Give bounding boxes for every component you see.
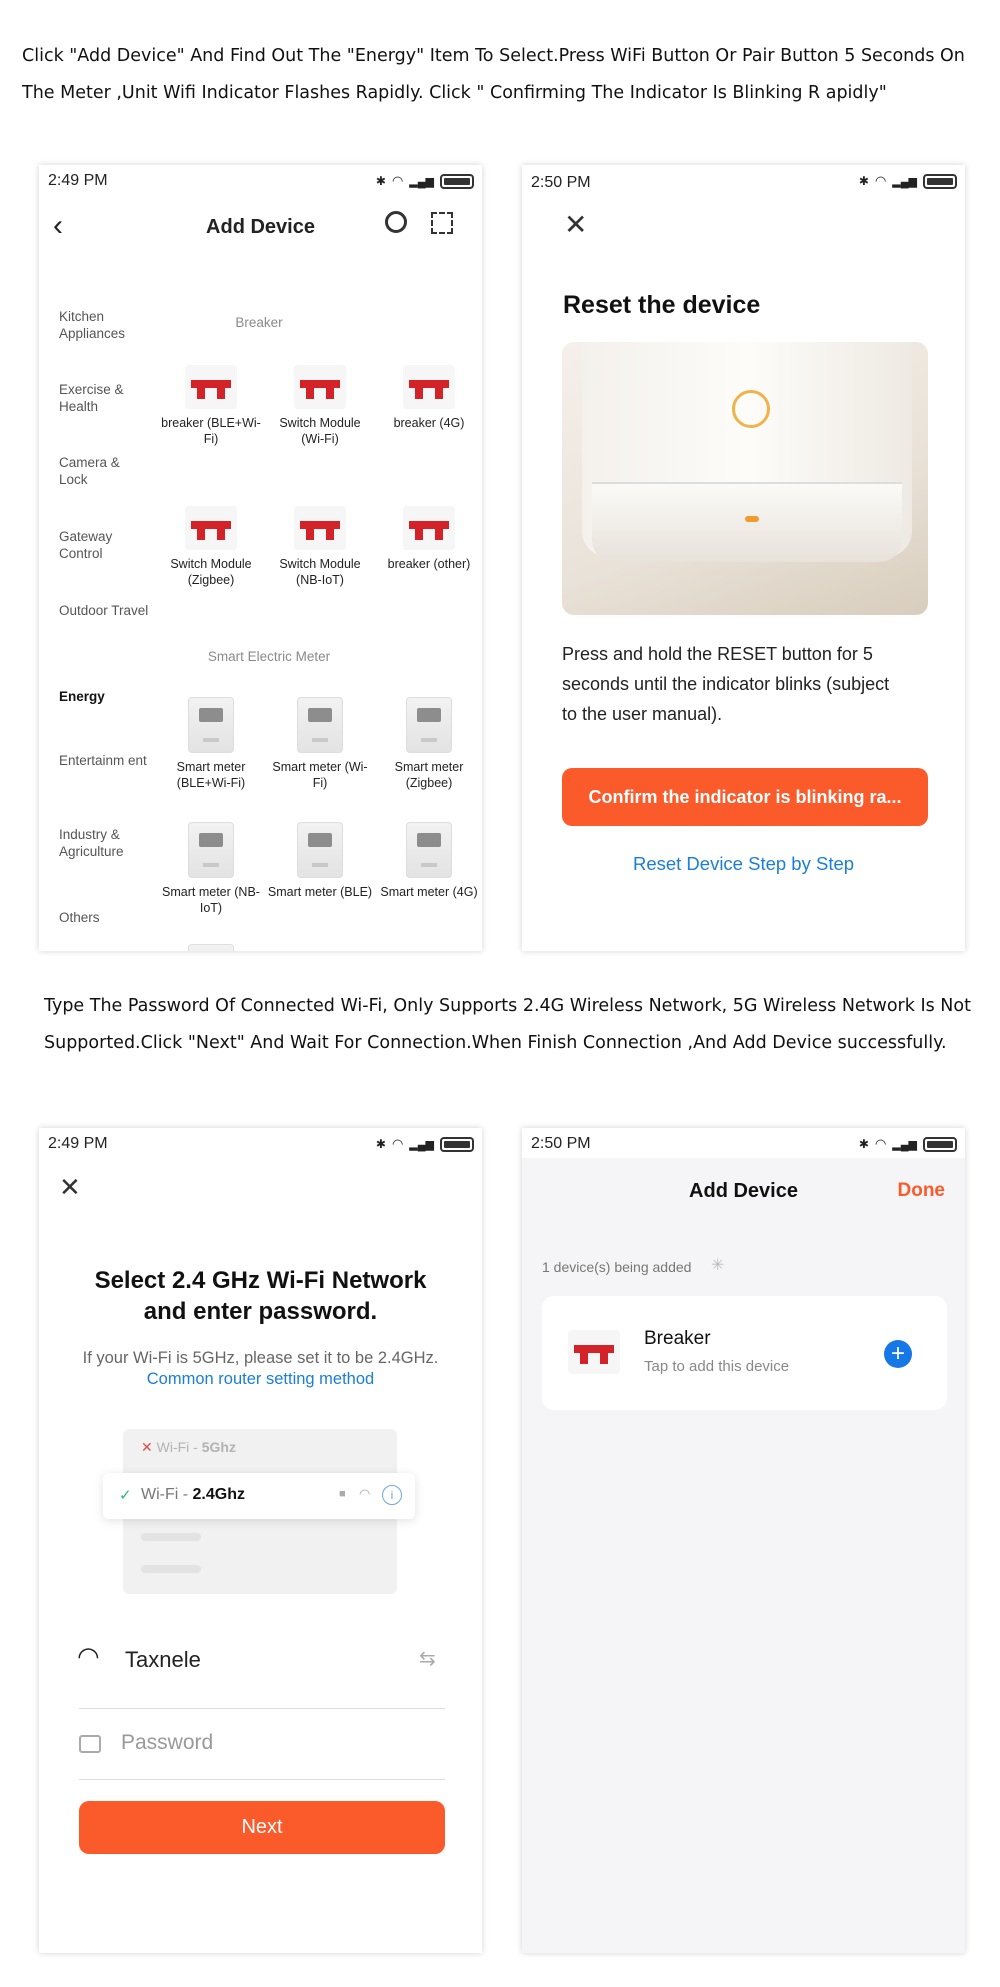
status-icons [859,1136,957,1152]
category-kitchen[interactable]: Kitchen Appliances [59,309,126,341]
signal-icon: ▂▄▆ [892,175,917,188]
bluetooth-icon: ✱ [375,1137,386,1151]
status-bar [39,1128,482,1158]
device-meter-nbiot[interactable]: Smart meter (NB-IoT) [158,822,264,916]
breaker-icon [294,506,346,550]
breaker-icon [403,506,455,550]
meter-icon [188,822,234,878]
password-input[interactable]: Password [121,1731,214,1754]
meter-icon-partial [188,944,234,951]
signal-icon: ▂▄▆ [409,1138,434,1151]
wifi-24ghz-row: ✓ Wi-Fi - 2.4Ghz ■ ◠ i [103,1473,415,1519]
device-meter-4g[interactable]: Smart meter (4G) [376,822,482,900]
divider [79,1708,445,1709]
category-exercise[interactable]: Exercise & Health [59,382,124,414]
screen-add-device-categories [39,165,482,951]
confirm-blinking-button[interactable]: Confirm the indicator is blinking ra... [562,768,928,826]
signal-icon: ▂▄▆ [892,1138,917,1151]
wifi-icon: ◠ [391,1136,404,1151]
close-icon[interactable]: ✕ [59,1172,81,1202]
lock-icon [79,1735,101,1753]
placeholder-row [141,1533,201,1541]
indicator-light [745,516,759,522]
x-icon: ✕ [141,1439,153,1455]
category-industry[interactable]: Industry & Agriculture [59,827,124,859]
page-title: Reset the device [563,291,761,319]
lock-icon: ■ [339,1488,346,1500]
wifi-icon: ◠ [874,173,887,188]
info-icon: i [382,1485,402,1505]
category-outdoor[interactable]: Outdoor Travel [59,603,149,618]
bluetooth-icon: ✱ [375,174,386,188]
battery-icon [440,1137,474,1152]
battery-icon [923,1137,957,1152]
section-smart-meter: Smart Electric Meter [207,649,331,664]
breaker-icon [403,365,455,409]
battery-icon [440,174,474,189]
device-name: Breaker [644,1328,711,1349]
instruction-middle: Type The Password Of Connected Wi-Fi, Only Supports 2.4G Wireless Network, 5G Wireless Network Is Not Supported.Click "Next" And Wait For Connection.When Finish Connection ,And Add Device successfully. [44,996,971,1053]
back-icon[interactable]: ‹ [53,209,63,242]
status-bar [39,165,482,195]
device-photo [562,342,928,615]
next-button[interactable]: Next [79,1801,445,1854]
status-time: 2:50 PM [531,174,591,191]
wifi-icon: ◠ [359,1486,371,1501]
device-subtitle: Tap to add this device [644,1358,790,1375]
placeholder-row [141,1565,201,1573]
device-meter-ble[interactable]: Smart meter (BLE) [267,822,373,900]
status-icons [376,1136,474,1152]
add-plus-icon[interactable]: + [884,1340,912,1368]
bluetooth-icon: ✱ [858,174,869,188]
device-switch-module-wifi[interactable]: Switch Module (Wi-Fi) [267,365,373,447]
switch-network-icon[interactable]: ⇆ [419,1648,436,1670]
screen-device-added [522,1128,965,1953]
device-base [592,482,902,562]
meter-icon [406,697,452,753]
screen-reset-device [522,165,965,951]
device-meter-ble-wifi[interactable]: Smart meter (BLE+Wi-Fi) [158,697,264,791]
wifi-icon: ◠ [77,1641,100,1671]
loading-spinner-icon: ✳ [711,1257,725,1274]
breaker-icon [185,506,237,550]
page-title: Select 2.4 GHz Wi-Fi Network and enter password. [94,1267,427,1325]
breaker-icon [185,365,237,409]
screen-wifi-setup [39,1128,482,1953]
device-meter-wifi[interactable]: Smart meter (Wi-Fi) [267,697,373,791]
meter-icon [297,697,343,753]
wifi-icon: ◠ [391,173,404,188]
wifi-icon: ◠ [874,1136,887,1151]
meter-icon [188,697,234,753]
category-others[interactable]: Others [59,910,100,925]
router-setting-link[interactable]: Common router setting method [146,1370,375,1388]
device-breaker-ble-wifi[interactable]: breaker (BLE+Wi-Fi) [158,365,264,447]
device-breaker-other[interactable]: breaker (other) [376,506,482,572]
done-button[interactable]: Done [897,1180,945,1201]
category-gateway[interactable]: Gateway Control [59,529,113,561]
device-meter-zigbee[interactable]: Smart meter (Zigbee) [376,697,482,791]
scan-nearby-icon[interactable] [385,211,407,233]
check-icon: ✓ [119,1487,132,1504]
meter-icon [297,822,343,878]
adding-status: 1 device(s) being added [542,1259,692,1275]
breaker-icon [294,365,346,409]
reset-step-link[interactable]: Reset Device Step by Step [632,853,855,874]
device-switch-module-nbiot[interactable]: Switch Module (NB-IoT) [267,506,373,588]
instruction-top: Click "Add Device" And Find Out The "Energy" Item To Select.Press WiFi Button Or Pair Button 5 Seconds On The Meter ,Unit Wifi Indicator Flashes Rapidly. Click " Confirming The Indicator Is Blinking R apidly" [22,46,965,103]
wifi-ssid-field[interactable]: Taxnele [125,1647,201,1672]
wifi-5ghz-row: ✕ Wi-Fi - 5Ghz [141,1439,236,1455]
status-time: 2:50 PM [531,1135,591,1152]
status-time: 2:49 PM [48,172,108,189]
device-breaker-4g[interactable]: breaker (4G) [376,365,482,431]
screen-title: Add Device [206,216,315,238]
category-camera[interactable]: Camera & Lock [59,455,120,487]
meter-icon [406,822,452,878]
scan-qr-icon[interactable] [431,212,453,234]
reset-instructions: Press and hold the RESET button for 5 seconds until the indicator blinks (subject to the user manual). [562,644,890,724]
status-time: 2:49 PM [48,1135,108,1152]
screen-title: Add Device [689,1180,798,1202]
status-bar [522,165,965,195]
battery-icon [923,174,957,189]
divider [79,1779,445,1780]
category-entertainment[interactable]: Entertainm ent [59,753,147,768]
device-switch-module-zigbee[interactable]: Switch Module (Zigbee) [158,506,264,588]
close-icon[interactable]: ✕ [564,209,588,240]
category-energy[interactable]: Energy [59,689,105,704]
section-breaker: Breaker [235,315,283,330]
hint-text: If your Wi-Fi is 5GHz, please set it to be 2.4GHz. [82,1349,439,1367]
bluetooth-icon: ✱ [858,1137,869,1151]
status-icons [859,173,957,189]
signal-icon: ▂▄▆ [409,175,434,188]
device-card[interactable] [542,1296,947,1410]
status-icons [376,173,474,189]
power-icon [732,390,770,428]
breaker-icon [568,1330,620,1374]
status-bar [522,1128,965,1158]
